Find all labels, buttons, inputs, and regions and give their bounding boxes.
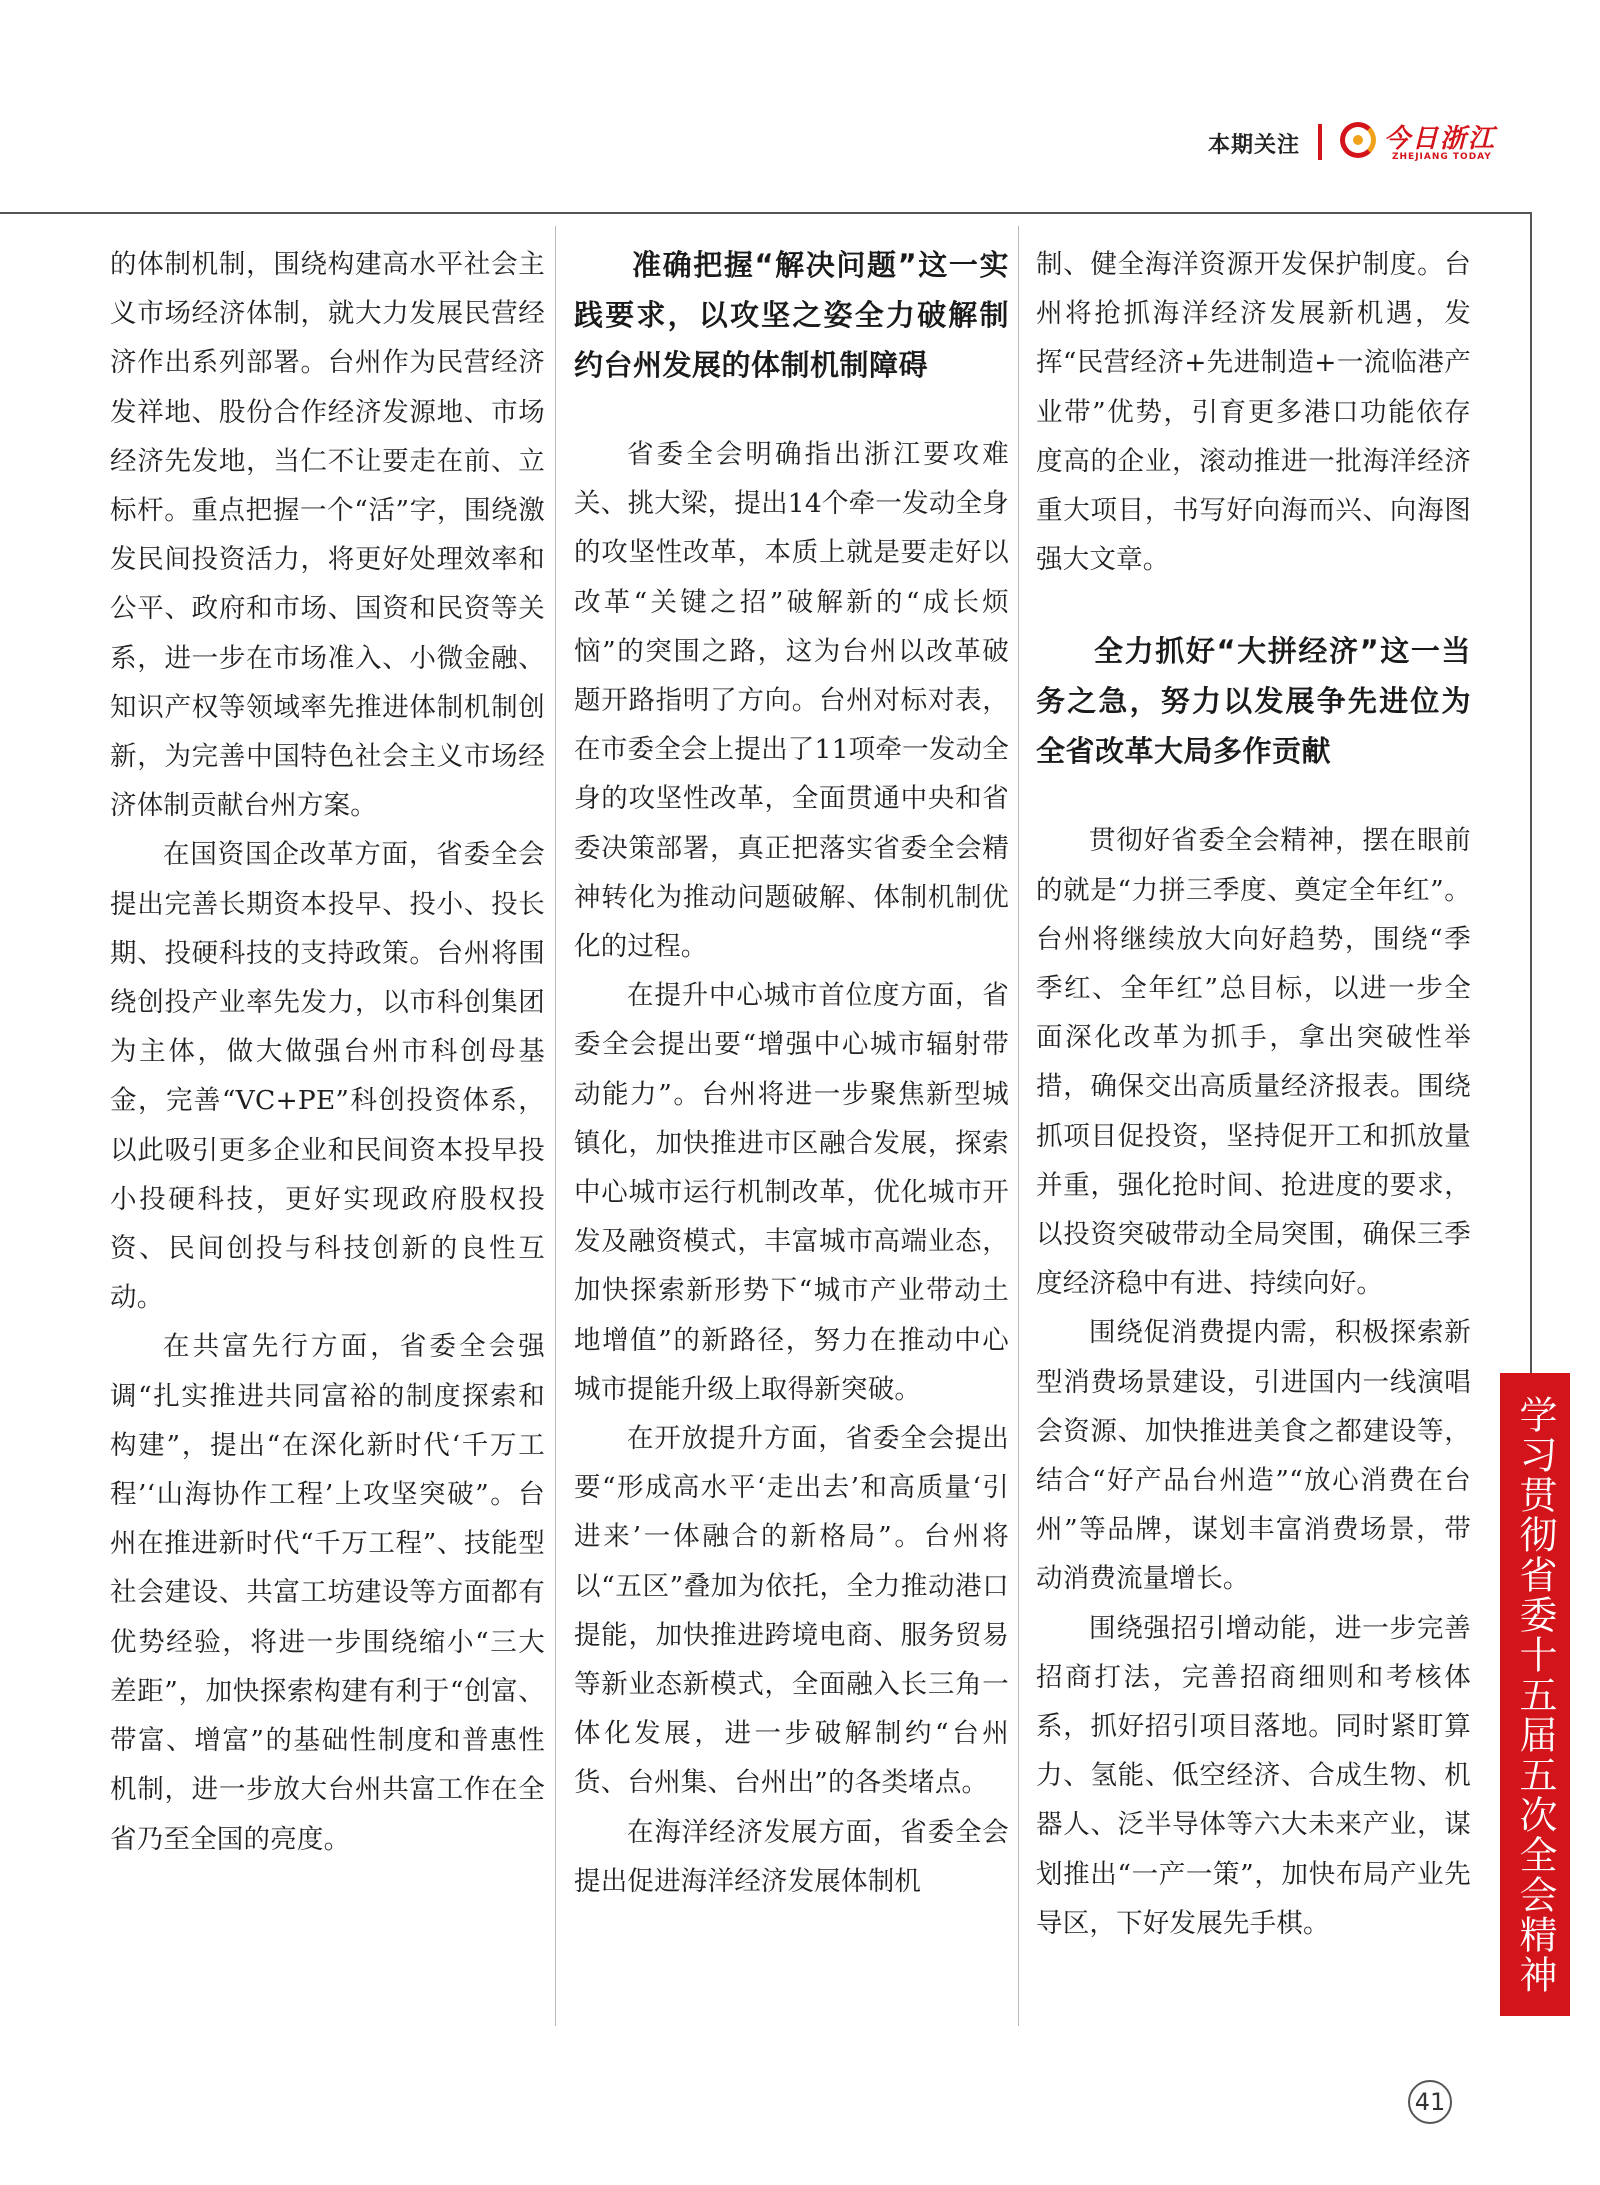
column-label: 本期关注: [1207, 133, 1300, 158]
paragraph: 围绕强招引增动能，进一步完善招商打法，完善招商细则和考核体系，抓好招引项目落地。同时紧盯算力、氢能、低空经济、合成生物、机器人、泛半导体等六大未来产业，谋划推出“一产一策”，加快布局产业先导区，下好发展先手棋。: [1036, 1612, 1471, 1939]
paragraph: 在海洋经济发展方面，省委全会提出促进海洋经济发展体制机: [574, 1816, 1009, 1897]
paragraph: 贯彻好省委全会精神，摆在眼前的就是“力拼三季度、奠定全年红”。台州将继续放大向好趋势，围绕“季季红、全年红”总目标，以进一步全面深化改革为抓手，拿出突破性举措，确保交出高质量经济报表。围绕抓项目促投资，坚持促开工和抓放量并重，强化抢时间、抢进度的要求，以投资突破带动全局突围，确保三季度经济稳中有进、持续向好。: [1036, 825, 1471, 1300]
column-rule: [1018, 226, 1019, 2026]
frame-top-rule: [0, 212, 1532, 214]
article-column-3: [1036, 240, 1471, 1948]
magazine-logo: [1340, 114, 1505, 172]
paragraph: 制、健全海洋资源开发保护制度。台州将抢抓海洋经济发展新机遇，发挥“民营经济+先进制造+一流临港产业带”优势，引育更多港口功能依存度高的企业，滚动推进一批海洋经济重大项目，书写好向海而兴、向海图强大文章。: [1036, 249, 1471, 576]
logo-title: 今日浙江: [1384, 124, 1497, 154]
column-rule: [555, 226, 556, 2026]
article-column-1: [110, 240, 545, 1864]
paragraph: 的体制机制，围绕构建高水平社会主义市场经济体制，就大力发展民营经济作出系列部署。台州作为民营经济发祥地、股份合作经济发源地、市场经济先发地，当仁不让要走在前、立标杆。重点把握一个“活”字，围绕激发民间投资活力，将更好处理效率和公平、政府和市场、国资和民资等关系，进一步在市场准入、小微金融、知识产权等领域率先推进体制机制创新，为完善中国特色社会主义市场经济体制贡献台州方案。: [110, 249, 545, 822]
paragraph: 在国资国企改革方面，省委全会提出完善长期资本投早、投小、投长期、投硬科技的支持政策。台州将围绕创投产业率先发力，以市科创集团为主体，做大做强台州市科创母基金，完善“VC+PE”科创投资体系，以此吸引更多企业和民间资本投早投小投硬科技，更好实现政府股权投资、民间创投与科技创新的良性互动。: [110, 839, 545, 1314]
paragraph: 在共富先行方面，省委全会强调“扎实推进共同富裕的制度探索和构建”，提出“在深化新时代‘千万工程’‘山海协作工程’上攻坚突破”。台州在推进新时代“千万工程”、技能型社会建设、共富工坊建设等方面都有优势经验，将进一步围绕缩小“三大差距”，加快探索构建有利于“创富、带富、增富”的基础性制度和普惠性机制，进一步放大台州共富工作在全省乃至全国的亮度。: [110, 1331, 545, 1855]
paragraph: 在提升中心城市首位度方面，省委全会提出要“增强中心城市辐射带动能力”。台州将进一步聚焦新型城镇化，加快推进市区融合发展，探索中心城市运行机制改革，优化城市开发及融资模式，丰富城市高端业态，加快探索新形势下“城市产业带动土地增值”的新路径，努力在推动中心城市提能升级上取得新突破。: [574, 980, 1009, 1405]
paragraph: 在开放提升方面，省委全会提出要“形成高水平‘走出去’和高质量‘引进来’一体融合的新格局”。台州将以“五区”叠加为依托，全力推动港口提能，加快推进跨境电商、服务贸易等新业态新模式，全面融入长三角一体化发展，进一步破解制约“台州货、台州集、台州出”的各类堵点。: [574, 1423, 1009, 1799]
frame-right-rule: [1530, 212, 1532, 1375]
logo-ring-icon: [1340, 122, 1376, 158]
section-heading: 全力抓好“大拼经济”这一当务之急，努力以发展争先进位为全省改革大局多作贡献: [1036, 634, 1471, 769]
logo-subtitle: ZHEJIANG TODAY: [1392, 152, 1492, 162]
paragraph: 省委全会明确指出浙江要攻难关、挑大梁，提出14个牵一发动全身的攻坚性改革，本质上就是要走好以改革“关键之招”破解新的“成长烦恼”的突围之路，这为台州以改革破题开路指明了方向。台州对标对表，在市委全会上提出了11项牵一发动全身的攻坚性改革，全面贯通中央和省委决策部署，真正把落实省委全会精神转化为推动问题破解、体制机制优化的过程。: [574, 439, 1009, 963]
side-banner-text: 学习贯彻省委十五届五次全会精神: [1513, 1394, 1557, 1995]
side-banner: [1500, 1373, 1570, 2016]
page-header: [0, 0, 1600, 210]
header-divider: [1318, 124, 1322, 160]
page-number: 41: [1408, 2080, 1452, 2124]
section-heading: 准确把握“解决问题”这一实践要求，以攻坚之姿全力破解制约台州发展的体制机制障碍: [574, 248, 1009, 382]
paragraph: 围绕促消费提内需，积极探索新型消费场景建设，引进国内一线演唱会资源、加快推进美食之都建设等，结合“好产品台州造”“放心消费在台州”等品牌，谋划丰富消费场景，带动消费流量增长。: [1036, 1317, 1471, 1595]
article-column-2: [574, 240, 1009, 1906]
